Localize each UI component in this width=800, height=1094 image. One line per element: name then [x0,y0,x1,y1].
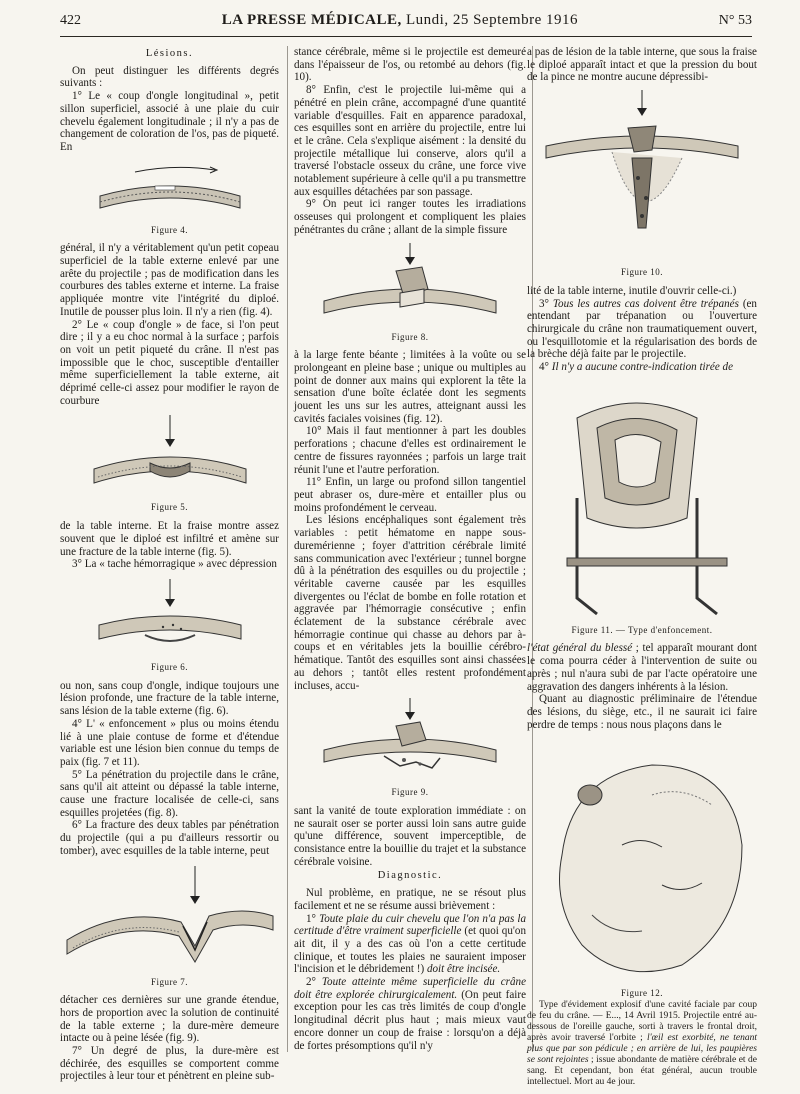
paragraph [294,913,526,977]
paragraph: a pas de lésion de la table interne, que sous la fraise le diploé apparaît intact et que la pression du bout de la pince ne montre aucune dépressibi- [527,46,757,84]
figure-caption: Figure 12. [621,988,663,999]
issue-date: Lundi, 25 Septembre 1916 [406,12,578,28]
paragraph: Nul problème, en pratique, ne se résout plus facilement et ne se résume aussi brièvement : [294,887,526,912]
emphasis: Il n'y a aucune contre-indication tirée de [551,361,734,374]
list-number: 4° [539,361,552,374]
page-header [60,12,752,37]
paragraph: sant la vanité de toute exploration immédiate : on ne saurait oser se porter aussi loin sans autre guide qu'une différence, souvent imperceptible, de consistance entre la bouillie du trajet et la substance cérébrale voisine. [294,804,526,868]
paragraph: Les lésions encéphaliques sont également très variables : petit hématome en nappe sous-duremérienne ; foyer d'attrition cérébrale limité sans communication avec l'extérieur ; tunnel borgne dû à la pénétration des esquilles ou du projectile ; véritable caverne causée par les esquilles divergentes ou l'éclat de bombe en folle rotation et aggravée par l'hémorragie consécutive ; enfin éclatement de la substance cérébrale avec hémorragie continue qui chasse au dehors par à-coups et en véritables jets la bouillie cérébro-hématique. Tantôt des esquilles sont ainsi chassées au dehors ; tantôt elles restent profondément incluses, accu- [294,514,526,692]
paragraph: 2° Le « coup d'ongle » de face, si l'on peut dire ; il y a eu choc normal à la surface ; parfois on voit un petit piqueté du crâne. Il n'est pas impossible que le choc, susceptible d'entailler même superficiellement la table externe, ait déprimé celle-ci assez pour modifier le rayon de courbure [60,318,279,407]
figure-11 [527,378,757,637]
text: ; issue abondante de matière cérébrale et de sang. Et cependant, bon état général, aucun trouble intellectuel. Mort au 4e jour. [527,1055,757,1088]
list-number: 3° [539,297,553,310]
figure-caption: Figure 9. [391,787,429,798]
paragraph [527,298,757,362]
figure-12 [527,735,757,1088]
list-number: 2° [306,976,322,989]
text: (et quoi qu'on ait dit, il y a des cas où l'on a cette certitude clinique, et toutes les plaies ne sauraient imposer l'incision et le débridement !) [294,925,526,976]
emphasis: Toute atteinte même superficielle du crâne doit être explorée chirurgicalement. [294,976,526,1001]
emphasis: l'œil est exorbité, ne tenant plus que par son pédicule ; en arrière de lui, les paupières se sont rejointes [527,1033,757,1066]
paragraph: 10° Mais il faut mentionner à part les doubles perforations ; chacune d'elles est ordinairement le centre de fissures rayonnées ; parfois un large trait réunit l'une et l'autre perforation. [294,425,526,476]
figure-5 [60,411,279,514]
emphasis: Toute plaie du cuir chevelu que l'on n'a pas la certitude d'être vraiment superficielle [294,912,526,938]
paragraph: 7° Un degré de plus, la dure-mère est déchirée, des esquilles se comportent comme projectiles à leur tour et pénètrent en pleine sub- [60,1045,279,1083]
paragraph: 9° On peut ici ranger toutes les irradiations osseuses qui prolongent et compliquent les plaies pénétrantes du crâne ; allant de la simple fissure [294,198,526,236]
paragraph: général, il n'y a véritablement qu'un petit copeau superficiel de la table externe enlevé par une arête du projectile ; pas de modification dans les courbures des tables externe et interne. La fraise appliquée montre vite l'intégrité du diploé. Inutile de pousser plus loin. Il n'y a rien (fig. 4). [60,242,279,318]
paragraph: 3° La « tache hémorragique » avec dépression [72,558,277,571]
text: (On peut faire exception pour les cas très limités de coup d'ongle longitudinal décrit plus haut ; mais mieux vaut encore donner un coup de fraise : lorsqu'on a déjà de fortes présomptions qu'il n'y [294,988,526,1052]
depressed-fracture-illustration [537,378,747,622]
skull-section-illustration [95,575,245,659]
emphasis: Tous les autres cas doivent être trépanés [552,297,739,310]
figure-caption: Figure 10. [621,267,663,278]
column-left [60,46,279,1083]
paragraph [527,642,757,693]
paragraph: détacher ces dernières sur une grande étendue, hors de proportion avec la solution de continuité de la table externe ; la dure-mère demeure intacte ou à peine lésée (fig. 9). [60,994,279,1045]
head-wound-illustration [532,735,752,985]
column-middle [287,46,533,1052]
skull-section-illustration [63,862,277,974]
paragraph: à la large fente béante ; limitées à la voûte ou se prolongeant en pleine base ; unique ou multiples au point de donner aux mains qui explorent la tête la sensation d'une boîte éclatée dont les segments jouent les uns sur les autres, atteignant aussi les cavités faciales voisines (fig. 12). [294,349,526,425]
issue-number: N° 53 [718,13,752,28]
figure-8 [294,241,526,344]
paragraph [294,976,526,1052]
skull-section-illustration [320,241,500,329]
figure-6 [60,575,279,674]
page-number: 422 [60,13,81,28]
figure-7 [60,862,279,989]
penetrating-wound-illustration [542,88,742,264]
paragraph: 4° L' « enfoncement » plus ou moins étendu lié à une plaie contuse de forme et d'étendue variable est une lésion bien connue du temps de paix (fig. 7 et 11). [60,717,279,768]
paragraph [527,361,757,374]
emphasis: doit être incisée. [426,963,501,976]
paragraph: stance cérébrale, même si le projectile est demeuré dans l'épaisseur de l'os, ou retombé au dehors (fig. 10). [294,46,526,84]
skull-section-illustration [95,158,245,222]
figure-caption: Figure 5. [151,502,188,513]
paragraph: 11° Enfin, un large ou profond sillon tangentiel peut abraser os, dure-mère et entailler plus ou moins profondément le cerveau. [294,476,526,514]
paragraph: 6° La fracture des deux tables par pénétration du projectile (qui a pu d'ailleurs ressortir ou tomber), avec esquilles de la table interne, peut [60,819,279,857]
figure-caption: Figure 8. [391,331,429,342]
text: ; tel apparaît mourant dont le coma pourra céder à l'intervention de suite ou après ; nul n'aura subi de par l'acte opératoire une aggravation des dangers inhérents à la lésion. [527,642,757,693]
paragraph: On peut distinguer les différents degrés suivants : [60,64,279,90]
paragraph: ou non, sans coup d'ongle, indique toujours une lésion profonde, une fracture de la table interne, sans lésion de la table externe (fig. 6). [60,679,279,718]
figure-caption: Figure 6. [151,661,188,672]
text: (en entendant par trépanation ou l'ouverture chirurgicale du crâne non traumatiquement ouvert, ou l'esquillotomie et la régularisation des bords de la brèche déjà faite par le projectile. [527,297,757,361]
journal-name: LA PRESSE MÉDICALE, [221,12,402,28]
figure-10 [527,88,757,279]
figure-9 [294,696,526,799]
journal-title [222,12,578,29]
figure-4 [60,158,279,237]
figure-caption: Figure 4. [151,224,188,235]
list-number: 1° [306,912,320,925]
column-right [527,46,757,1094]
figure-caption: Figure 7. [151,976,188,987]
paragraph: 1° Le « coup d'ongle longitudinal », petit sillon superficiel, associé à une plaie du cuir chevelu également longitudinale ; il n'y a pas de changement de coloration de l'os, pas de piqueté. En [60,90,279,153]
paragraph: lité de la table interne, inutile d'ouvrir celle-ci.) [527,284,737,297]
skull-section-illustration [320,696,500,784]
section-heading-lesions: Lésions. [145,48,194,59]
figure-caption: Figure 11. — Type d'enfoncement. [571,624,713,635]
emphasis: l'état général du blessé [527,642,633,655]
paragraph: de la table interne. Et la fraise montre assez souvent que le diploé est infiltré et amène sur une fracture de la table interne (fig. 5). [60,520,279,558]
paragraph: 5° La pénétration du projectile dans le crâne, sans qu'il ait atteint ou dépassé la table interne, cause une fracture localisée de celle-ci, sans esquilles projetées (fig. 8). [60,768,279,819]
figure-12-legend [527,1000,757,1088]
paragraph: 8° Enfin, c'est le projectile lui-même qui a pénétré en plein crâne, accompagné d'une quantité variable d'esquilles. Fait en apparence paradoxal, ces esquilles sont en arrière du projectile, entre lui et le crâne. Cela s'explique aisément : la densité du projectile métallique lui conserve, alors qu'il a traversé l'obstacle osseux du crâne, une force vive notablement supérieure à celle qu'il a pu transmettre aux esquilles détachées par son passage. [294,84,526,198]
section-heading-diagnostic: Diagnostic. [377,870,443,882]
text: Type d'évidement explosif d'une cavité faciale par coup de feu du crâne. — E..., 14 Avril 1915. Projectile entré au-dessous de l'oreille gauche, sorti à travers le frontal droit, après avoir traversé l'orbite ; [527,1000,757,1044]
paragraph: Quant au diagnostic préliminaire de l'étendue des lésions, du siège, etc., il ne saurait ici faire perdre de temps : nous nous plaçons dans le [527,693,757,731]
skull-section-illustration [90,411,250,499]
